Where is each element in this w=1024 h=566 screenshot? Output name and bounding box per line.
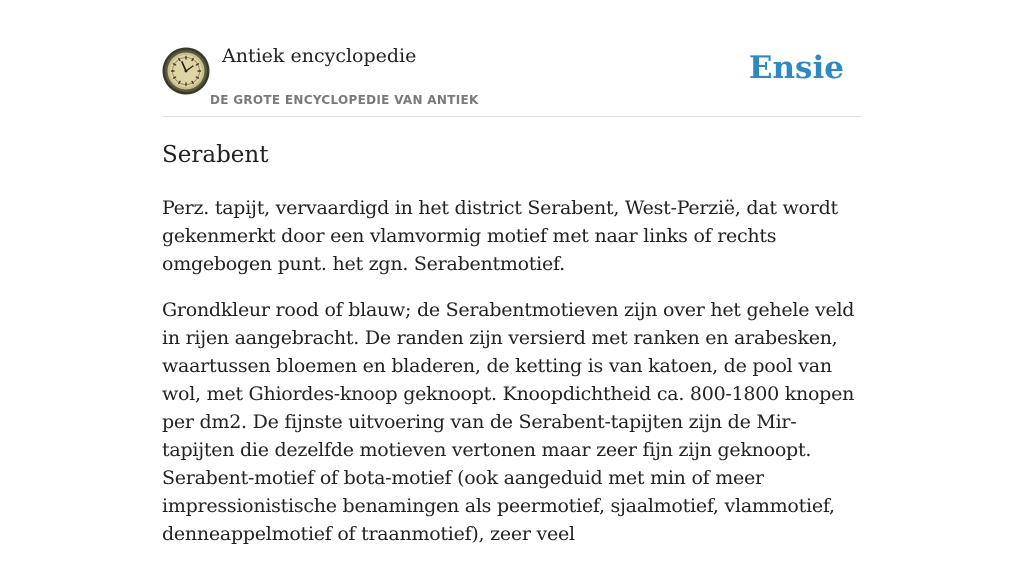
site-title[interactable]: Antiek encyclopedie [222,45,417,67]
article-paragraph: Grondkleur rood of blauw; de Serabentmotieven zijn over het gehele veld in rijen aangebracht. De randen zijn versierd met ranken en arabesken, waartussen bloemen en bladeren, de ketting is van katoen, de pool van wol, met Ghiordes-knoop geknoopt. Knoopdichtheid ca. 800-1800 knopen per dm2. De fijnste uitvoering van de Serabent-tapijten zijn de Mir-tapijten die dezelfde motieven vertonen maar zeer fijn zijn geknoopt. Serabent-motief of bota-motief (ook aangeduid met min of meer impressionistische benamingen als peermotief, sjaalmotief, vlammotief, denneappelmotief of traanmotief), zeer veel [162,299,855,545]
ensie-brand-logo[interactable]: Ensie [748,50,844,86]
site-header [162,0,862,117]
article-title: Serabent [162,142,269,168]
site-subtitle: DE GROTE ENCYCLOPEDIE VAN ANTIEK [210,93,479,107]
antique-clock-icon[interactable] [162,47,210,95]
article-paragraph: Perz. tapijt, vervaardigd in het district Serabent, West-Perzië, dat wordt gekenmerkt door een vlamvormig motief met naar links of rechts omgebogen punt. het zgn. Serabentmotief. [162,197,838,275]
article [162,138,862,566]
